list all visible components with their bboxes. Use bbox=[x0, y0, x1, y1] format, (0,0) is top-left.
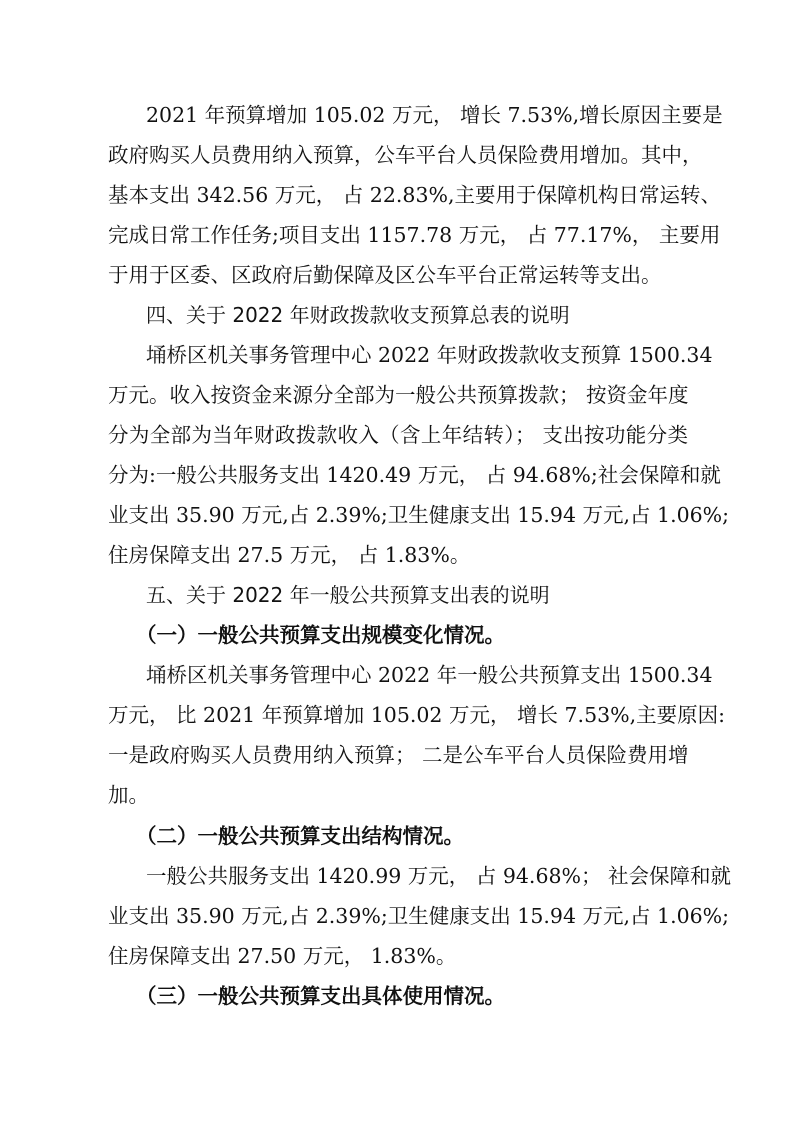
paragraph-line: 政府购买人员费用纳入预算，公车平台人员保险费用增加。其中， bbox=[108, 143, 703, 167]
paragraph-line: 分为全部为当年财政拨款收入（含上年结转）； 支出按功能分类 bbox=[108, 423, 688, 447]
subsection-heading-2: （二）一般公共预算支出结构情况。 bbox=[136, 824, 464, 848]
paragraph-line: 分为:一般公共服务支出 1420.49 万元， 占 94.68%;社会保障和就 bbox=[108, 463, 721, 487]
paragraph-line: 万元。收入按资金来源分全部为一般公共预算拨款； 按资金年度 bbox=[108, 383, 689, 407]
paragraph-line: 加。 bbox=[108, 783, 149, 807]
paragraph-line: 住房保障支出 27.50 万元， 1.83%。 bbox=[108, 944, 457, 968]
paragraph-line: 2021 年预算增加 105.02 万元， 增长 7.53%,增长原因主要是 bbox=[146, 103, 723, 127]
subsection-heading-3: （三）一般公共预算支出具体使用情况。 bbox=[136, 984, 505, 1008]
paragraph-line: 一般公共服务支出 1420.99 万元， 占 94.68%； 社会保障和就 bbox=[146, 864, 732, 888]
section-heading-5: 五、关于 2022 年一般公共预算支出表的说明 bbox=[146, 583, 550, 607]
paragraph-line: 基本支出 342.56 万元， 占 22.83%,主要用于保障机构日常运转、 bbox=[108, 183, 721, 207]
paragraph-line: 于用于区委、区政府后勤保障及区公车平台正常运转等支出。 bbox=[108, 263, 662, 287]
paragraph-line: 一是政府购买人员费用纳入预算； 二是公车平台人员保险费用增 bbox=[108, 743, 689, 767]
paragraph-line: 完成日常工作任务;项目支出 1157.78 万元， 占 77.17%， 主要用 bbox=[108, 223, 721, 247]
paragraph-line: 住房保障支出 27.5 万元， 占 1.83%。 bbox=[108, 543, 471, 567]
paragraph-line: 万元， 比 2021 年预算增加 105.02 万元， 增长 7.53%,主要原因: bbox=[108, 703, 726, 727]
paragraph-line: 埇桥区机关事务管理中心 2022 年一般公共预算支出 1500.34 bbox=[146, 663, 713, 687]
subsection-heading-1: （一）一般公共预算支出规模变化情况。 bbox=[136, 623, 505, 647]
section-heading-4: 四、关于 2022 年财政拨款收支预算总表的说明 bbox=[146, 303, 570, 327]
paragraph-line: 业支出 35.90 万元,占 2.39%;卫生健康支出 15.94 万元,占 1.06%; bbox=[108, 503, 730, 527]
paragraph-line: 业支出 35.90 万元,占 2.39%;卫生健康支出 15.94 万元,占 1.06%; bbox=[108, 904, 730, 928]
paragraph-line: 埇桥区机关事务管理中心 2022 年财政拨款收支预算 1500.34 bbox=[146, 343, 713, 367]
